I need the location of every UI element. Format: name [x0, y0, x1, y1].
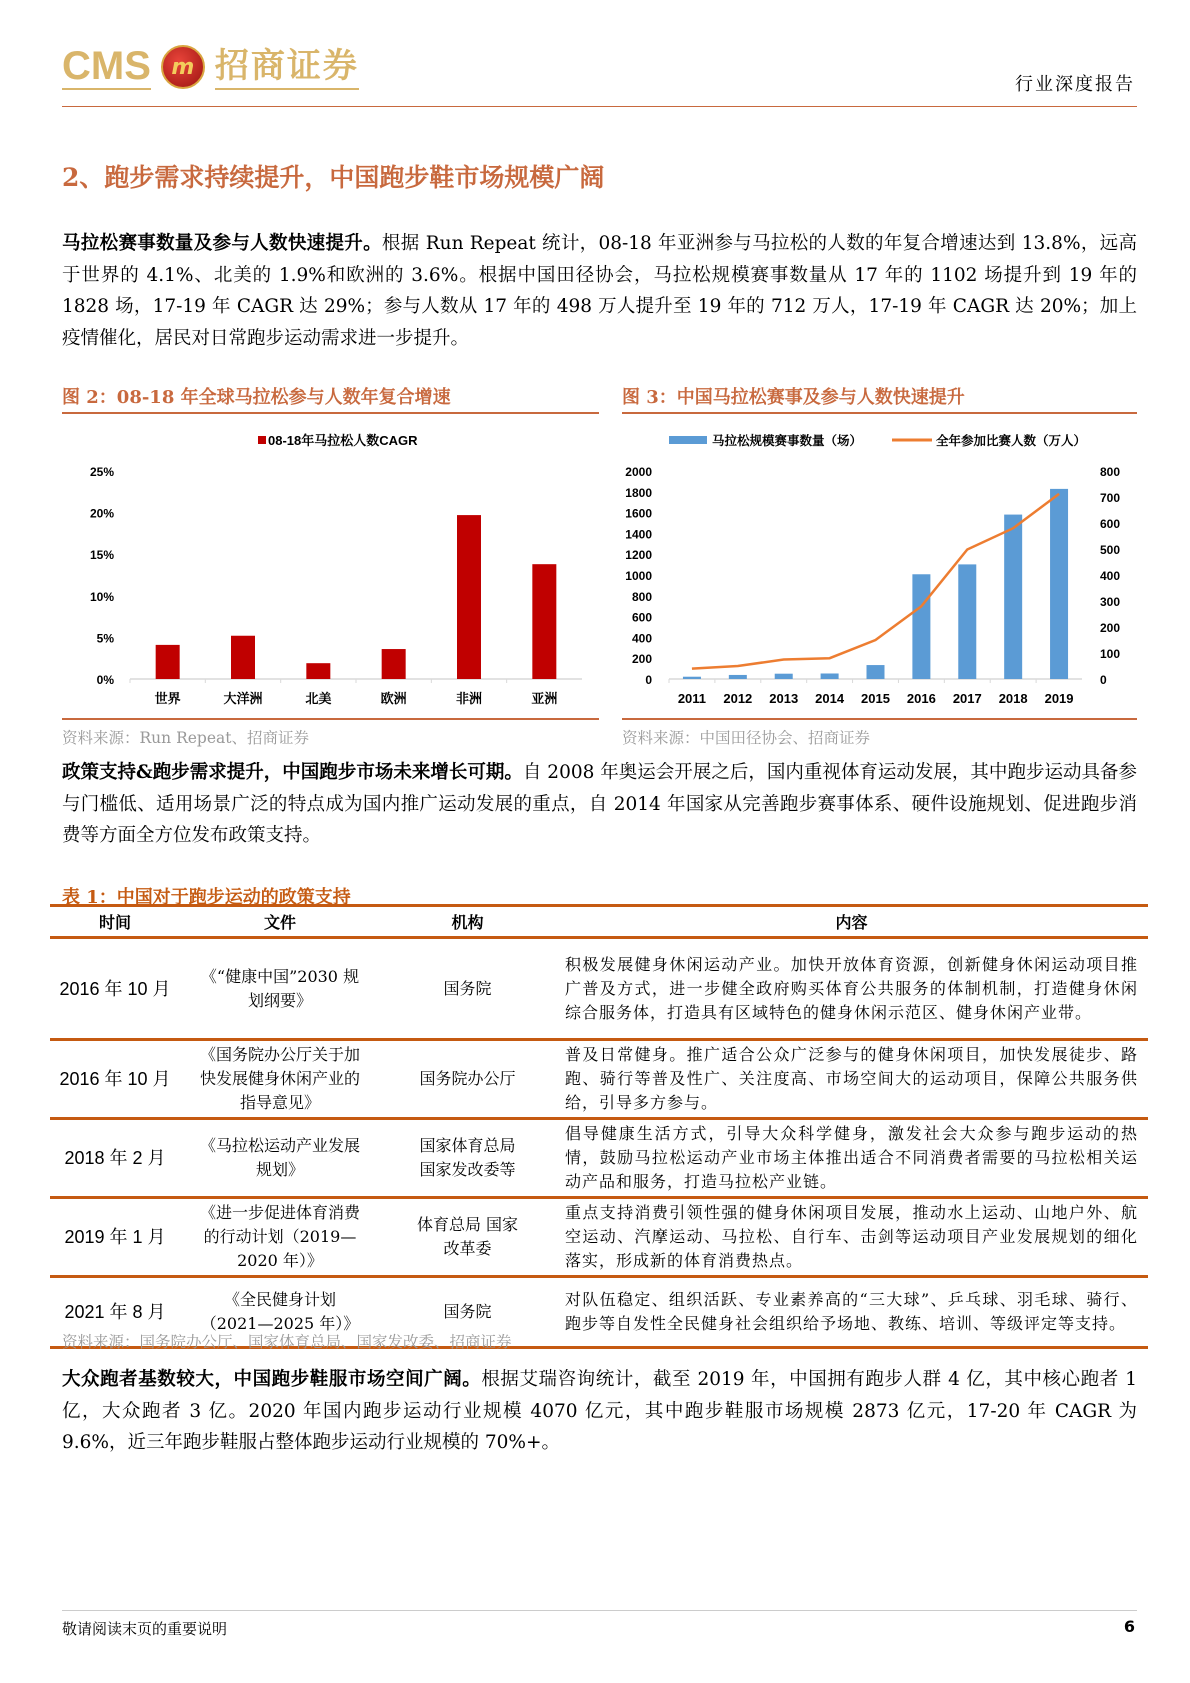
cell-time: 2019 年 1 月 [50, 1198, 180, 1277]
fig3-source: 资料来源：中国田径协会、招商证券 [622, 729, 871, 747]
x-tick-label: 2011 [677, 691, 707, 706]
legend-bar-swatch [669, 436, 707, 444]
legend-swatch [258, 436, 266, 444]
legend-bar-label: 马拉松规模赛事数量（场） [712, 434, 863, 448]
y-tick-label: 10% [89, 589, 114, 604]
th-agency: 机构 [380, 906, 555, 938]
company-logo [62, 42, 359, 92]
bar [958, 564, 976, 679]
x-tick-label: 2015 [861, 691, 890, 706]
bar [231, 636, 255, 679]
y-tick-label: 15% [89, 548, 114, 563]
bar [457, 515, 481, 679]
cell-document: 《马拉松运动产业发展规划》 [180, 1119, 380, 1198]
y-tick-label: 20% [89, 506, 114, 521]
footer-note: 敬请阅读末页的重要说明 [62, 1620, 228, 1638]
y-left-tick-label: 1200 [625, 548, 652, 563]
bar [532, 564, 556, 679]
fig2-title: 图 2：08-18 年全球马拉松参与人数年复合增速 [62, 383, 599, 414]
para1-text: 根据 Run Repeat 统计，08-18 年亚洲参与马拉松的人数的年复合增速达到 13.8%，远高于世界的 4.1%、北美的 1.9%和欧洲的 3.6%。根据中国田径协会，马拉松规模赛事数量从 17 年的 1102 场提升到 19 年的 1828 场，17-19 年 CAGR 达 29%；参与人数从 17 年的 498 万人提升至 19 年的 712 万人，17-19 年 CAGR 达 20%；加上疫情催化，居民对日常跑步运动需求进一步提升。 [62, 233, 1137, 349]
y-left-tick-label: 2000 [625, 465, 652, 479]
logo-text: CMS [62, 44, 151, 88]
y-left-tick-label: 800 [631, 589, 652, 604]
y-left-tick-label: 1600 [625, 506, 652, 521]
y-right-tick-label: 700 [1100, 491, 1121, 505]
y-left-tick-label: 1400 [625, 527, 652, 542]
y-right-tick-label: 300 [1100, 595, 1121, 609]
fig2-bottom-rule [62, 718, 599, 720]
para3-text: 根据艾瑞咨询统计，截至 2019 年，中国拥有跑步人群 4 亿，其中核心跑者 1 亿，大众跑者 3 亿。2020 年国内跑步运动行业规模 4070 亿元，其中跑步鞋服市场规模 2873 亿元，17-20 年 CAGR 为 9.6%，近三年跑步鞋服占整体跑步运动行业规模的 70%+。 [62, 1369, 1137, 1453]
x-tick-label: 2013 [769, 691, 799, 706]
page-number: 6 [1123, 1617, 1135, 1636]
y-right-tick-label: 500 [1100, 543, 1121, 557]
x-tick-label: 2017 [952, 691, 982, 706]
bar [1004, 515, 1022, 679]
fig3-title: 图 3：中国马拉松赛事及参与人数快速提升 [622, 383, 1137, 414]
bar [821, 673, 839, 679]
cell-content: 普及日常健身。推广适合公众广泛参与的健身休闲项目，加快发展徒步、路跑、骑行等普及性广、关注度高、市场空间大的运动项目，保障公共服务供给，引导多方参与。 [555, 1040, 1148, 1119]
x-tick-label: 亚洲 [531, 691, 558, 706]
x-tick-label: 2018 [998, 691, 1028, 706]
cell-content: 重点支持消费引领性强的健身休闲项目发展，推动水上运动、山地户外、航空运动、汽摩运动、马拉松、自行车、击剑等运动项目产业发展规划的细化落实，形成新的体育消费热点。 [555, 1198, 1148, 1277]
bar [775, 674, 793, 679]
bar [912, 574, 930, 679]
cell-content: 倡导健康生活方式，引导大众科学健身，激发社会大众参与跑步运动的热情，鼓励马拉松运动产业市场主体推出适合不同消费者需要的马拉松相关运动产品和服务，打造马拉松产业链。 [555, 1119, 1148, 1198]
bar [729, 675, 747, 679]
th-content: 内容 [555, 906, 1148, 938]
legend-line-label: 全年参加比赛人数（万人） [936, 434, 1087, 448]
legend-label: 08-18年马拉松人数CAGR [268, 433, 418, 448]
y-left-tick-label: 1000 [625, 569, 652, 583]
cell-document: 《进一步促进体育消费的行动计划（2019—2020 年）》 [180, 1198, 380, 1277]
logo-cn: 招商证券 [215, 44, 359, 90]
y-left-tick-label: 0 [645, 673, 652, 687]
fig2-chart [62, 412, 599, 722]
cell-agency: 国务院 [380, 1277, 555, 1348]
x-tick-label: 2012 [723, 691, 753, 706]
fig3-bottom-rule [622, 718, 1137, 720]
table-source: 资料来源：国务院办公厅、国家体育总局、国家发改委、招商证券 [62, 1333, 512, 1351]
th-document: 文件 [180, 906, 380, 938]
cell-content: 对队伍稳定、组织活跃、专业素养高的“三大球”、乒乓球、羽毛球、骑行、跑步等自发性全民健身社会组织给予场地、教练、培训、等级评定等支持。 [555, 1277, 1148, 1348]
y-left-tick-label: 1800 [625, 485, 652, 500]
bar [867, 665, 885, 679]
para3-lead: 大众跑者基数较大，中国跑步鞋服市场空间广阔。 [62, 1369, 482, 1390]
table-row [50, 938, 1148, 1040]
table-row [50, 1040, 1148, 1119]
table-row [50, 1198, 1148, 1277]
logo-emblem-icon: m [161, 45, 205, 89]
footer-divider [62, 1610, 1137, 1611]
section-title: 2、跑步需求持续提升，中国跑步鞋市场规模广阔 [62, 163, 605, 192]
y-left-tick-label: 400 [631, 631, 652, 646]
bar [1050, 489, 1068, 679]
para2-text: 自 2008 年奥运会开展之后，国内重视体育运动发展，其中跑步运动具备参与门槛低、适用场景广泛的特点成为国内推广运动发展的重点，自 2014 年国家从完善跑步赛事体系、硬件设施规划、促进跑步消费等方面全方位发布政策支持。 [62, 762, 1137, 846]
paragraph-1 [62, 228, 1137, 354]
cell-agency: 体育总局 国家改革委 [380, 1198, 555, 1277]
y-left-tick-label: 600 [631, 610, 652, 625]
x-tick-label: 北美 [305, 691, 332, 706]
cell-agency: 国务院 [380, 938, 555, 1040]
table-title: 表 1：中国对于跑步运动的政策支持 [62, 887, 351, 908]
policy-table [50, 904, 1148, 1349]
para1-lead: 马拉松赛事数量及参与人数快速提升。 [62, 233, 382, 254]
y-right-tick-label: 400 [1100, 569, 1121, 583]
bar [683, 677, 701, 679]
y-right-tick-label: 0 [1100, 673, 1107, 687]
x-tick-label: 2019 [1044, 691, 1074, 706]
cell-time: 2018 年 2 月 [50, 1119, 180, 1198]
header-divider [62, 106, 1137, 107]
bar [156, 645, 180, 679]
cell-agency: 国家体育总局 国家发改委等 [380, 1119, 555, 1198]
cell-time: 2016 年 10 月 [50, 938, 180, 1040]
report-type: 行业深度报告 [1015, 74, 1135, 95]
cell-agency: 国务院办公厅 [380, 1040, 555, 1119]
paragraph-3 [62, 1364, 1137, 1459]
y-right-tick-label: 800 [1100, 465, 1121, 479]
y-left-tick-label: 200 [631, 652, 652, 667]
table-header-row [50, 906, 1148, 938]
x-tick-label: 2016 [906, 691, 936, 706]
x-tick-label: 欧洲 [380, 691, 407, 706]
cell-document: 《全民健身计划（2021—2025 年）》 [180, 1277, 380, 1348]
y-right-tick-label: 200 [1100, 621, 1121, 635]
para2-lead: 政策支持&跑步需求提升，中国跑步市场未来增长可期。 [62, 762, 523, 783]
paragraph-2 [62, 757, 1137, 852]
y-tick-label: 25% [89, 465, 114, 479]
x-tick-label: 非洲 [455, 691, 483, 706]
x-tick-label: 世界 [154, 691, 181, 706]
cell-content: 积极发展健身休闲运动产业。加快开放体育资源，创新健身休闲运动项目推广普及方式，进一步健全政府购买体育公共服务的体制机制，打造健身休闲综合服务体，打造具有区域特色的健身休闲示范区、健身休闲产业带。 [555, 938, 1148, 1040]
y-right-tick-label: 600 [1100, 517, 1121, 531]
th-time: 时间 [50, 906, 180, 938]
cell-time: 2016 年 10 月 [50, 1040, 180, 1119]
x-tick-label: 大洋洲 [223, 691, 263, 706]
cell-time: 2021 年 8 月 [50, 1277, 180, 1348]
table-row [50, 1119, 1148, 1198]
line-series [692, 494, 1059, 669]
cell-document: 《国务院办公厅关于加快发展健身休闲产业的指导意见》 [180, 1040, 380, 1119]
x-tick-label: 2014 [815, 691, 845, 706]
bar [382, 649, 406, 679]
y-tick-label: 5% [96, 631, 114, 646]
y-tick-label: 0% [96, 673, 114, 687]
y-right-tick-label: 100 [1100, 647, 1121, 661]
bar [306, 663, 330, 679]
fig3-chart [622, 412, 1137, 722]
fig2-source: 资料来源：Run Repeat、招商证券 [62, 729, 309, 747]
cell-document: 《“健康中国”2030 规划纲要》 [180, 938, 380, 1040]
